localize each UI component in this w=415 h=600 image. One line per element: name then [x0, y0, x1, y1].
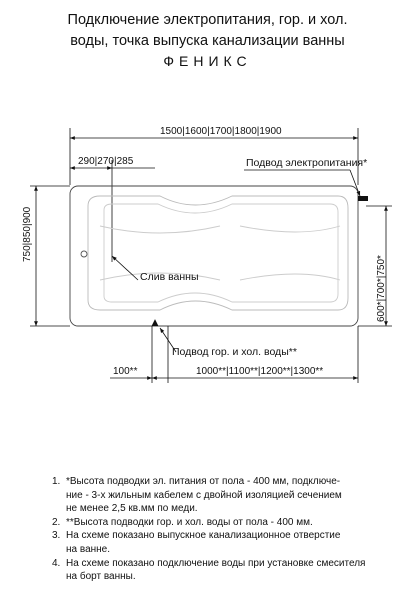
- width-dimension: [30, 186, 70, 326]
- note-number: 2.: [52, 516, 61, 528]
- note-1: [52, 475, 407, 516]
- note-line: На схеме показано подключение воды при установке смесителя: [66, 557, 366, 569]
- bottom-left-dimension-label: 100**: [113, 366, 138, 377]
- note-2: [52, 516, 407, 530]
- height-dimension-label: 600*|700*|750*: [376, 255, 387, 322]
- note-line: **Высота подводки гор. и хол. воды от пола - 400 мм.: [66, 516, 313, 528]
- note-number: 3.: [52, 530, 61, 542]
- offset-dimension: [70, 160, 155, 262]
- offset-dimension-label: 290|270|285: [78, 156, 134, 167]
- note-4: [52, 557, 407, 584]
- note-number: 4.: [52, 557, 61, 569]
- title-model-name: ФЕНИКС: [163, 53, 252, 69]
- notes-list: [52, 475, 407, 584]
- title-line-2: воды, точка выпуска канализации ванны: [70, 33, 345, 49]
- note-line: На схеме показано выпускное канализационное отверстие: [66, 530, 341, 542]
- drain-label: Слив ванны: [140, 271, 199, 283]
- length-dimension-label: 1500|1600|1700|1800|1900: [160, 126, 282, 137]
- note-line: на борт ванны.: [66, 571, 136, 583]
- note-line: *Высота подводки эл. питания от пола - 400 мм, подключе-: [66, 476, 341, 487]
- note-line: ние - 3-х жильным кабелем с двойной изоляцией сечением: [66, 489, 342, 501]
- water-label: Подвод гор. и хол. воды**: [172, 346, 297, 358]
- width-dimension-label: 750|850|900: [22, 206, 33, 262]
- note-line: на ванне.: [66, 543, 111, 555]
- note-3: [52, 529, 407, 556]
- note-number: 1.: [52, 476, 61, 487]
- bath-outline: [70, 186, 358, 326]
- power-label: Подвод электропитания*: [246, 157, 368, 169]
- title-line-1: Подключение электропитания, гор. и хол.: [67, 12, 348, 28]
- bottom-right-dimension-label: 1000**|1100**|1200**|1300**: [196, 366, 324, 377]
- note-line: не менее 2,5 кв.мм по меди.: [66, 503, 198, 515]
